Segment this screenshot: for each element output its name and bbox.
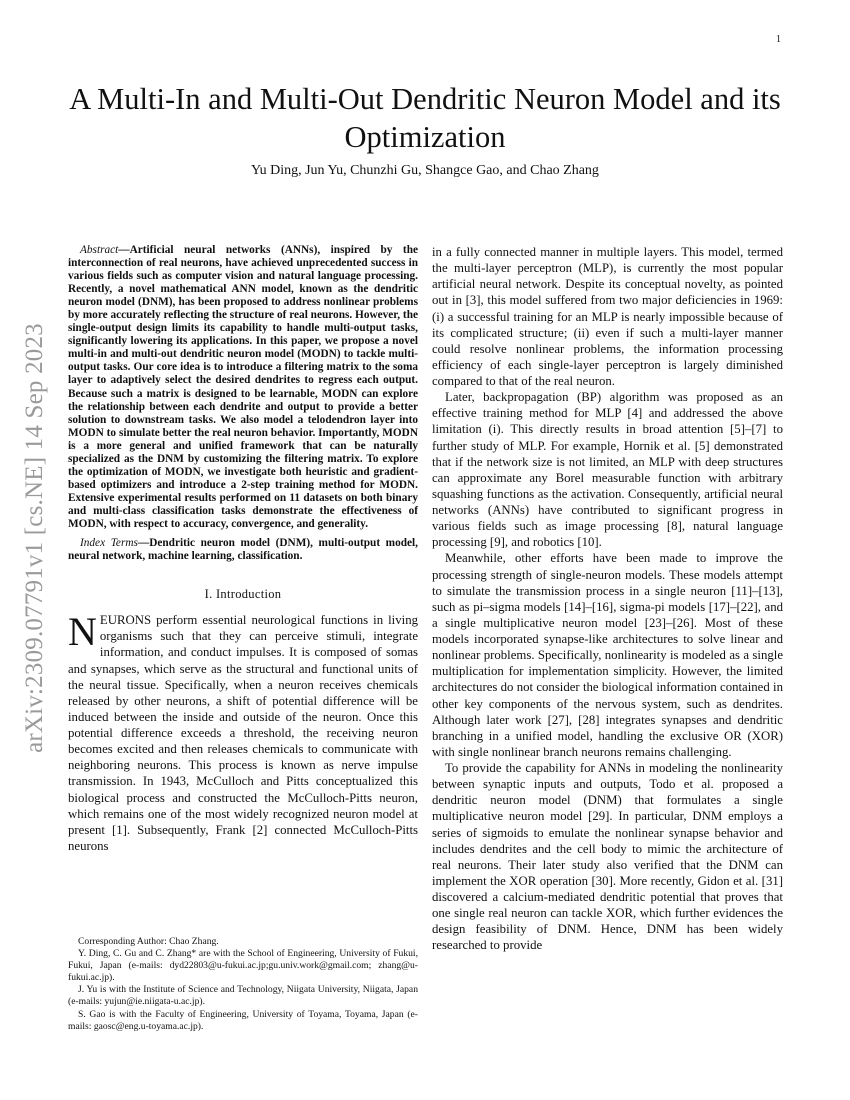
arxiv-id: arXiv:2309.07791v1 [cs.NE] 14 Sep 2023	[21, 323, 48, 753]
footnote-affiliation-fukui: Y. Ding, C. Gu and C. Zhang* are with the School of Engineering, University of Fukui, Fukui, Japan (e-mails: dyd22803@u-fukui.ac.jp;gu.univ.work@gmail.com; zhang@u-fukui.ac.jp).	[68, 948, 418, 984]
right-column	[432, 244, 783, 954]
footnote-affiliation-niigata: J. Yu is with the Institute of Science and Technology, Niigata University, Niigata, Japan (e-mails: yujun@ie.niigata-u.ac.jp).	[68, 984, 418, 1008]
body-paragraph: in a fully connected manner in multiple layers. This model, termed the multi-layer perceptron (MLP), is currently the most popular artificial neural network. Despite its conceptual novelty, as pointed out in [3], this model suffered from two major deficiencies in 1969: (i) a successful training for an MLP is nearly impossible because of its complicated structure; (ii) even if such a multi-layer manner could resolve nonlinear problems, the information processing efficiency of each single-layer perceptron is largely diminished compared to that of the real neuron.	[432, 245, 783, 388]
abstract-text: —Artificial neural networks (ANNs), inspired by the interconnection of real neurons, have achieved unprecedented success in various fields such as computer vision and natural language processing. Recently, a novel mathematical ANN model, known as the dendritic neuron model (DNM), has been proposed to address nonlinear problems by more accurately reflecting the structure of real neurons. However, the single-output design limits its capability to handle multi-output tasks, significantly lowering its applications. In this paper, we propose a novel multi-in and multi-out dendritic neuron model (MODN) to tackle multi-output tasks. Our core idea is to introduce a filtering matrix to the soma layer to adaptively select the desired dendrites to regress each output. Because such a matrix is designed to be learnable, MODN can explore the relationship between each dendrite and output to provide a better solution to downstream tasks. We also model a telodendron layer into MODN to simulate better the real neuron behavior. Importantly, MODN is a more general and unified framework that can be naturally specialized as the DNM by customizing the filtering matrix. To explore the optimization of MODN, we investigate both heuristic and gradient-based optimizers and introduce a 2-step training method for MODN. Extensive experimental results performed on 11 datasets on both binary and multi-class classification tasks demonstrate the effectiveness of MODN, with respect to accuracy, convergence, and generality.	[68, 244, 418, 530]
drop-cap: N	[68, 609, 97, 655]
footnote-corresponding: Corresponding Author: Chao Zhang.	[78, 936, 219, 947]
index-terms-text: —Dendritic neuron model (DNM), multi-output model, neural network, machine learning, classification.	[68, 537, 418, 563]
body-paragraph: Meanwhile, other efforts have been made to improve the processing strength of single-neuron models. These models attempt to simulate the transmission process in a single neuron [11]–[13], such as pi–sigma models [14]–[16], sigma-pi models [17]–[22], and a single multiplicative neuron model [23]–[26]. Most of these models incorporated synapse-like architectures to solve linear and nonlinear problems. Specifically, nonlinearity is modeled as a single multiplication for implementation simplicity. However, the limited architectures do not consider the biological information contained in other key components of the nervous system, such as dendrites. Although later work [27], [28] integrates synapses and dendritic branching in a unified model, handling the exclusive OR (XOR) with single nonlinear branch neurons remains challenging.	[432, 551, 783, 759]
arxiv-watermark	[12, 308, 58, 768]
index-terms-label: Index Terms	[80, 537, 138, 550]
intro-paragraph	[68, 609, 418, 854]
page-number: 1	[776, 34, 781, 45]
left-column	[68, 244, 418, 854]
footnotes	[68, 936, 418, 1033]
abstract-label: Abstract	[80, 244, 119, 256]
body-paragraph: To provide the capability for ANNs in modeling the nonlinearity between synaptic inputs and outputs, Todo et al. proposed a dendritic neuron model (DNM) that formulates a single multiplicative neuron model [29]. In particular, DNM employs a series of sigmoids to emulate the nonlinear synapse behavior and includes dendrites and the cell body to mimic the architecture of real neurons. Their later study also verified that the DNM can implement the XOR operation [30]. More recently, Gidon et al. [31] discovered a calcium-mediated dendritic potential that proves that one single real neuron can tackle XOR, which further evidences the design feasibility of DNM. Hence, DNM has been widely researched to provide	[432, 761, 783, 953]
paper-title: A Multi-In and Multi-Out Dendritic Neuron Model and its Optimization	[69, 82, 781, 154]
section-heading: I. Introduction	[204, 587, 282, 602]
author-list: Yu Ding, Jun Yu, Chunzhi Gu, Shangce Gao, and Chao Zhang	[251, 163, 599, 178]
index-terms	[68, 537, 418, 563]
intro-text: EURONS perform essential neurological functions in living organisms such that they can perceive stimuli, integrate information, and conduct impulses. It is composed of somas and synapses, which serve as the structural and functional units of the neural tissue. Specifically, when a neuron receives chemicals released by other neurons, a shift of potential difference will be induced between the inside and outside of the neuron. Once this potential difference exceeds a threshold, the receiving neuron becomes excited and then releases chemicals to communicate with neighboring neurons. This process is known as nerve impulse transmission. In 1943, McCulloch and Pitts conceptualized this biological process and constructed the McCulloch-Pitts neuron, which remains one of the most widely recognized neuron model at present [1]. Subsequently, Frank [2] connected McCulloch-Pitts neurons	[68, 613, 418, 853]
body-paragraph: Later, backpropagation (BP) algorithm was proposed as an effective training method for MLP [4] and addressed the above limitation (i). This directly results in broad attention [5]–[7] to further study of MLP. For example, Hornik et al. [5] demonstrated that if the network size is not limited, an MLP with deep structures can approximate any Borel measurable function with arbitrary squashing functions as the activation. Consequently, artificial neural networks (ANNs) have contributed to significant progress in various fields such as image processing [8], natural language processing [9], and robotics [10].	[432, 390, 783, 550]
abstract	[68, 244, 418, 531]
footnote-affiliation-toyama: S. Gao is with the Faculty of Engineering, University of Toyama, Toyama, Japan (e-mails: gaosc@eng.u-toyama.ac.jp).	[68, 1008, 418, 1032]
